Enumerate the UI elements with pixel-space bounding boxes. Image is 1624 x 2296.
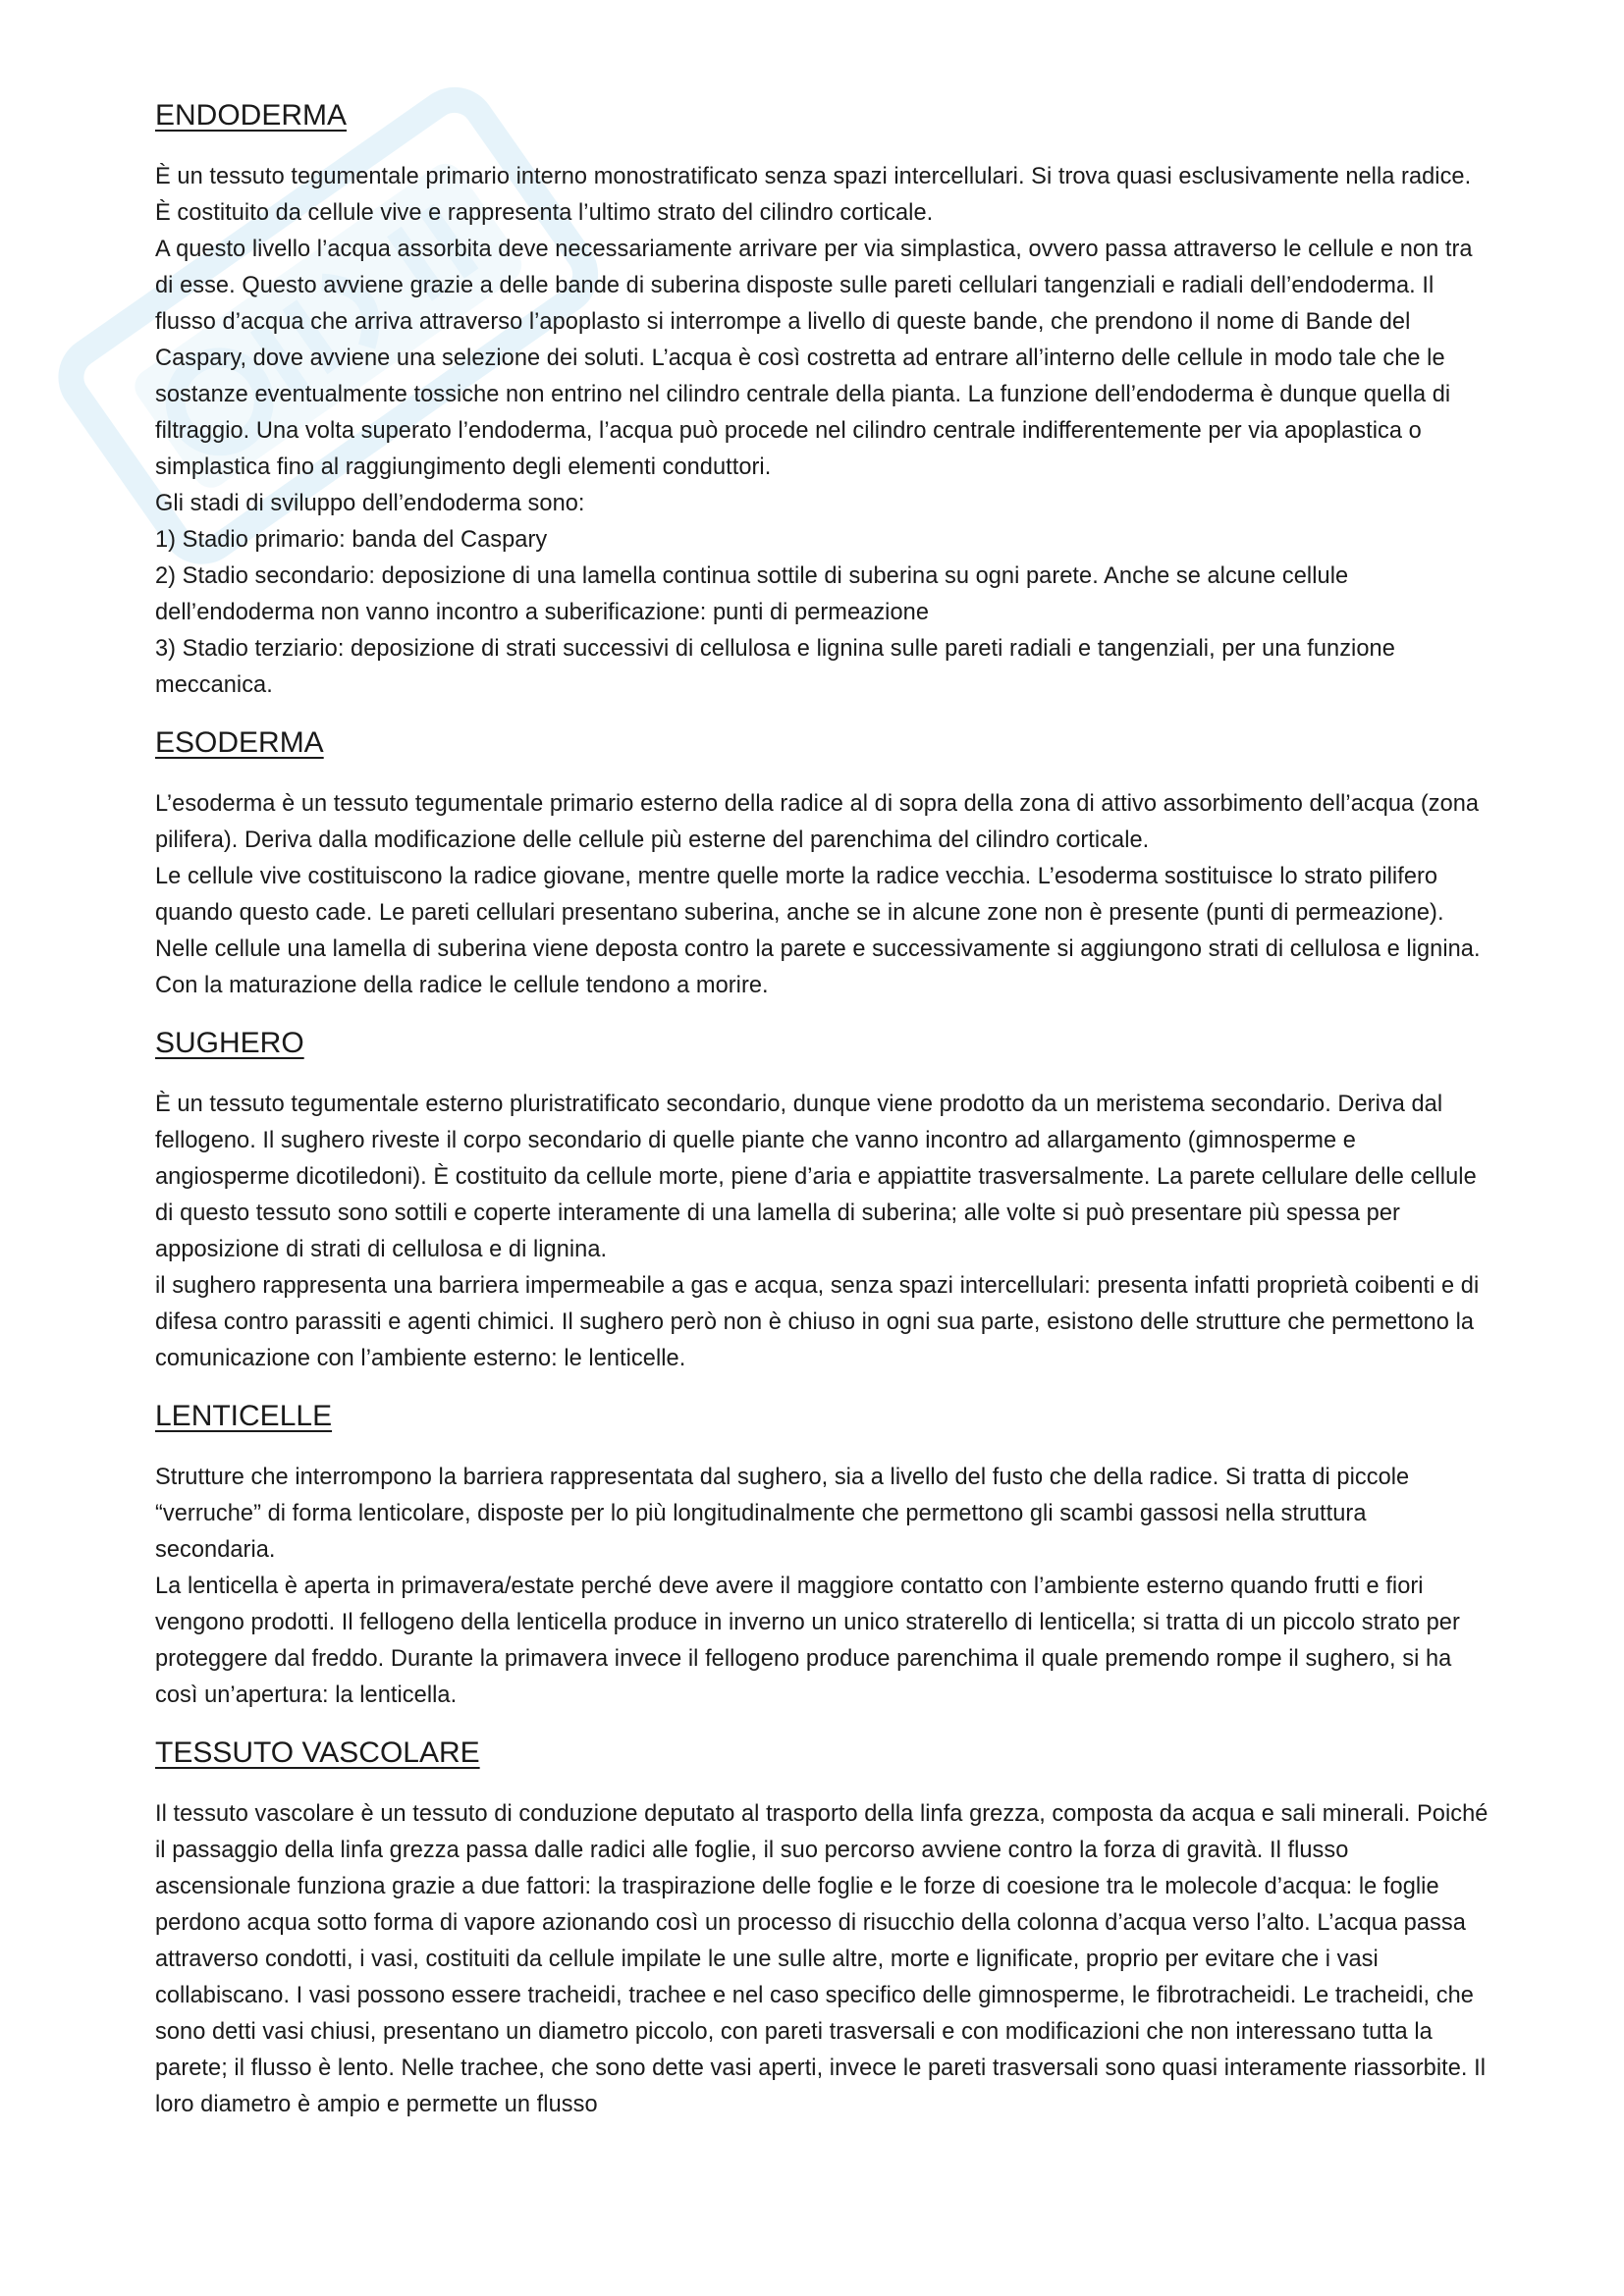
section-heading: ESODERMA: [155, 726, 324, 759]
section-heading: SUGHERO: [155, 1027, 304, 1059]
section-endoderma: [155, 96, 1490, 704]
document-page: [155, 96, 1490, 2143]
section-heading: LENTICELLE: [155, 1400, 333, 1432]
section-body: Strutture che interrompono la barriera rappresentata dal sughero, sia a livello del fusto che della radice. Si tratta di piccole “verruche” di forma lenticolare, disposte per lo più longitudinalmente che permettono gli scambi gassosi nella struttura secondaria. La lenticella è aperta in primavera/estate perché deve avere il maggiore contatto con l’ambiente esterno quando frutti e fiori vengono prodotti. Il fellogeno della lenticella produce in inverno un unico straterello di lenticella; si tratta di un piccolo strato per proteggere dal freddo. Durante la primavera invece il fellogeno produce parenchima il quale premendo rompe il sughero, si ha così un’apertura: la lenticella.: [155, 1465, 1460, 1708]
section-tessuto-vascolare: [155, 1734, 1490, 2123]
section-body: Il tessuto vascolare è un tessuto di conduzione deputato al trasporto della linfa grezza, composta da acqua e sali minerali. Poiché il passaggio della linfa grezza passa dalle radici alle foglie, il suo percorso avviene contro la forza di gravità. Il flusso ascensionale funziona grazie a due fattori: la traspirazione delle foglie e le forze di coesione tra le molecole d’acqua: le foglie perdono acqua sotto forma di vapore azionando così un processo di risucchio della colonna d’acqua verso l’alto. L’acqua passa attraverso condotti, i vasi, costituiti da cellule impilate le une sulle altre, morte e lignificate, proprio per evitare che i vasi collabiscano. I vasi possono essere tracheidi, trachee e nel caso specifico delle gimnosperme, le fibrotracheidi. Le tracheidi, che sono detti vasi chiusi, presentano un diametro piccolo, con pareti trasversali e con modificazioni che non interessano tutta la parete; il flusso è lento. Nelle trachee, che sono dette vasi aperti, invece le pareti trasversali sono quasi interamente riassorbite. Il loro diametro è ampio e permette un flusso: [155, 1801, 1489, 2117]
section-body: È un tessuto tegumentale primario interno monostratificato senza spazi intercellulari. Si trova quasi esclusivamente nella radice. È costituito da cellule vive e rappresenta l’ultimo strato del cilindro corticale. A questo livello l’acqua assorbita deve necessariamente arrivare per via simplastica, ovvero passa attraverso le cellule e non tra di esse. Questo avviene grazie a delle bande di suberina disposte sulle pareti cellulari tangenziali e radiali dell’endoderma. Il flusso d’acqua che arriva attraverso l’apoplasto si interrompe a livello di queste bande, che prendono il nome di Bande del Caspary, dove avviene una selezione dei soluti. L’acqua è così costretta ad entrare all’interno delle cellule in modo tale che le sostanze eventualmente tossiche non entrino nel cilindro centrale della pianta. La funzione dell’endoderma è dunque quella di filtraggio. Una volta superato l’endoderma, l’acqua può procede nel cilindro centrale indifferentemente per via apoplastica o simplastica fino al raggiungimento degli elementi conduttori. Gli stadi di sviluppo dell’endoderma sono: 1) Stadio primario: banda del Caspary 2) Stadio secondario: deposizione di una lamella continua sottile di suberina su ogni parete. Anche se alcune cellule dell’endoderma non vanno incontro a suberificazione: punti di permeazione 3) Stadio terziario: deposizione di strati successivi di cellulosa e lignina sulle pareti radiali e tangenziali, per una funzione meccanica.: [155, 164, 1473, 698]
section-heading: TESSUTO VASCOLARE: [155, 1736, 480, 1769]
section-esoderma: [155, 723, 1490, 1004]
section-sughero: [155, 1024, 1490, 1377]
section-body: È un tessuto tegumentale esterno pluristratificato secondario, dunque viene prodotto da un meristema secondario. Deriva dal fellogeno. Il sughero riveste il corpo secondario di quelle piante che vanno incontro ad allargamento (gimnosperme e angiosperme dicotiledoni). È costituito da cellule morte, piene d’aria e appiattite trasversalmente. La parete cellulare delle cellule di questo tessuto sono sottili e coperte interamente di una lamella di suberina; alle volte si può presentare più spessa per apposizione di strati di cellulosa e di lignina. il sughero rappresenta una barriera impermeabile a gas e acqua, senza spazi intercellulari: presenta infatti proprietà coibenti e di difesa contro parassiti e agenti chimici. Il sughero però non è chiuso in ogni sua parte, esistono delle strutture che permettono la comunicazione con l’ambiente esterno: le lenticelle.: [155, 1092, 1480, 1371]
section-body: L’esoderma è un tessuto tegumentale primario esterno della radice al di sopra della zona di attivo assorbimento dell’acqua (zona pilifera). Deriva dalla modificazione delle cellule più esterne del parenchima del cilindro corticale. Le cellule vive costituiscono la radice giovane, mentre quelle morte la radice vecchia. L’esoderma sostituisce lo strato pilifero quando questo cade. Le pareti cellulari presentano suberina, anche se in alcune zone non è presente (punti di permeazione). Nelle cellule una lamella di suberina viene deposta contro la parete e successivamente si aggiungono strati di cellulosa e lignina. Con la maturazione della radice le cellule tendono a morire.: [155, 791, 1481, 998]
section-lenticelle: [155, 1397, 1490, 1714]
section-heading: ENDODERMA: [155, 99, 348, 132]
